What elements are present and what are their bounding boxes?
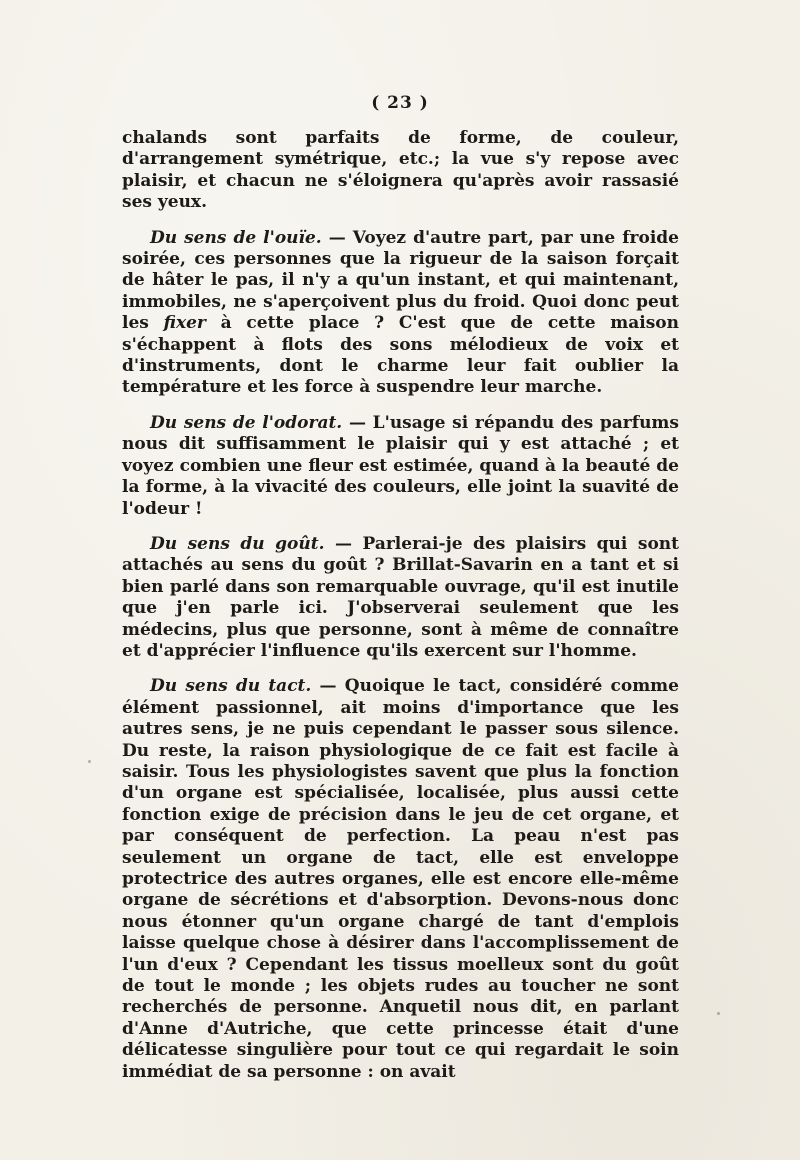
paragraph-tact (122, 676, 679, 1083)
paper-speck (88, 760, 91, 763)
paragraph-ouie (122, 228, 679, 399)
paragraph-heading: Du sens de l'ouïe. (150, 227, 322, 248)
paragraph-heading: Du sens du goût. (150, 533, 325, 554)
paragraph-text: — L'usage si répandu des parfums nous dit suffisamment le plaisir qui y est attaché ; et voyez combien une fleur est estimée, quand à la beauté de la forme, à la vivacité des couleurs, elle joint la suavité de l'odeur ! (122, 412, 679, 519)
paragraph-text: — Parlerai-je des plaisirs qui sont attachés au sens du goût ? Brillat-Savarin en a tant et si bien parlé dans son remarquable ouvrage, qu'il est inutile que j'en parle ici. J'observerai seulement que les médecins, plus que personne, sont à même de connaître et d'apprécier l'influence qu'ils exercent sur l'homme. (122, 533, 679, 661)
paragraph-text: chalands sont parfaits de forme, de couleur, d'arrangement symétrique, etc.; la vue s'y repose avec plaisir, et chacun ne s'éloignera qu'après avoir rassasié ses yeux. (122, 128, 679, 213)
paragraph-heading: Du sens de l'odorat. (150, 412, 343, 433)
paragraph-text: — Voyez d'autre part, par une froide soirée, ces personnes que la rigueur de la saison forçait de hâter le pas, il n'y a qu'un instant, et qui maintenant, immobiles, ne s'aperçoivent plus du froid. Quoi donc peut les (122, 227, 679, 334)
paper-speck (300, 1050, 303, 1053)
paragraph-intro (122, 128, 679, 214)
paragraph-odorat (122, 413, 679, 520)
paragraph-gout (122, 534, 679, 662)
page-number: ( 23 ) (371, 93, 429, 113)
emphasized-word: fixer (163, 313, 206, 334)
paragraph-heading: Du sens du tact. (150, 676, 312, 697)
paragraph-text-continued: à cette place ? C'est que de cette maison s'échappent à flots des sons mélodieux de voix et d'instruments, dont le charme leur fait oublier la température et les force à suspendre leur marche. (122, 313, 680, 398)
body-text (122, 128, 679, 1097)
paragraph-text: — Quoique le tact, considéré comme élément passionnel, ait moins d'importance que les autres sens, je ne puis cependant le passer sous silence. Du reste, la raison physiologique de ce fait est facile à saisir. Tous les physiologistes savent que plus la fonction d'un organe est spécialisée, localisée, plus aussi cette fonction exige de précision dans le jeu de cet organe, et par conséquent de perfection. La peau n'est pas seulement un organe de tact, elle est enveloppe protectrice des autres organes, elle est encore elle-même organe de sécrétions et d'absorption. Devons-nous donc nous étonner qu'un organe chargé de tant d'emplois laisse quelque chose à désirer dans l'accomplissement de l'un d'eux ? Cependant les tissus moelleux sont du goût de tout le monde ; les objets rudes au toucher ne sont recherchés de personne. Anquetil nous dit, en parlant d'Anne d'Autriche, que cette princesse était d'une délicatesse singulière pour tout ce qui regardait le soin immédiat de sa personne : on avait (122, 676, 679, 1082)
paper-speck (717, 1012, 720, 1015)
